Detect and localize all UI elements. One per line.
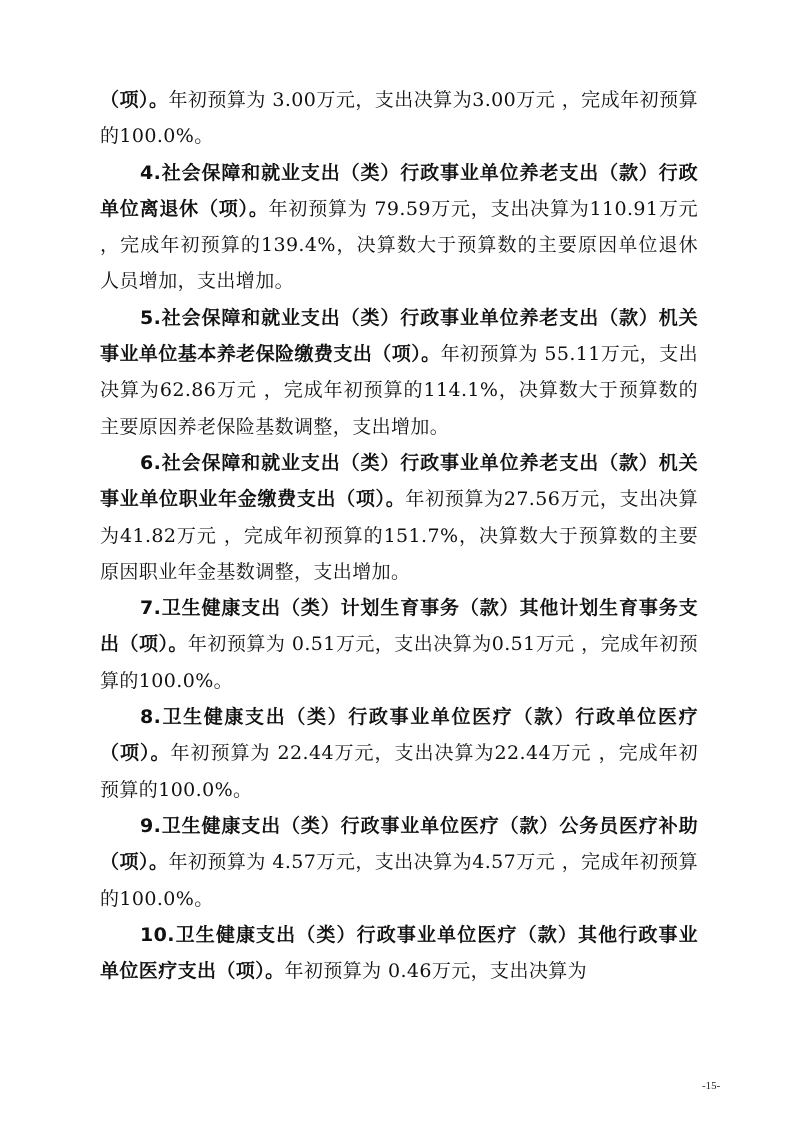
paragraph-text: 年初预算为 4.57万元，支出决算为4.57万元 ，完成年初预算的100.0%。 — [100, 851, 698, 910]
paragraph-text: 年初预算为 79.59万元，支出决算为110.91万元 ，完成年初预算的139.4%，决算数大于预算数的主要原因单位退休人员增加，支出增加。 — [100, 197, 698, 293]
paragraph-heading: 6.社会保障和就业支出（类）行政事业单位养老支出（款）机关事业单位职业年金缴费支出（项）。 — [100, 451, 698, 511]
paragraph-text: 年初预算为 55.11万元，支出决算为62.86万元 ，完成年初预算的114.1%，决算数大于预算数的主要原因养老保险基数调整，支出增加。 — [100, 343, 698, 438]
paragraph-heading: （项）。 — [100, 89, 169, 111]
paragraph-heading: 7.卫生健康支出（类）计划生育事务（款）其他计划生育事务支出（项）。 — [100, 597, 698, 656]
paragraph-text: 年初预算为27.56万元，支出决算为41.82万元 ，完成年初预算的151.7%，决算数大于预算数的主要原因职业年金基数调整，支出增加。 — [100, 488, 698, 583]
paragraph-text: 年初预算为 22.44万元，支出决算为22.44万元 ，完成年初预算的100.0%。 — [100, 742, 698, 801]
paragraph-heading: 8.卫生健康支出（类）行政事业单位医疗（款）行政单位医疗（项）。 — [100, 706, 698, 765]
paragraph-item-10 — [100, 917, 698, 990]
paragraph-item-9 — [100, 808, 698, 917]
paragraph-item-5 — [100, 300, 698, 445]
paragraph-item-6 — [100, 445, 698, 590]
paragraph-heading: 5.社会保障和就业支出（类）行政事业单位养老支出（款）机关事业单位基本养老保险缴费支出（项）。 — [100, 306, 698, 366]
paragraph-item-7 — [100, 590, 698, 699]
page-number: -15- — [702, 1080, 721, 1092]
paragraph-heading: 4.社会保障和就业支出（类）行政事业单位养老支出（款）行政单位离退休（项）。 — [100, 161, 698, 220]
paragraph-heading: 9.卫生健康支出（类）行政事业单位医疗（款）公务员医疗补助（项）。 — [100, 814, 698, 874]
document-body — [100, 82, 698, 989]
paragraph-item-8 — [100, 699, 698, 808]
paragraph-text: 年初预算为 0.46万元，支出决算为 — [284, 960, 588, 983]
paragraph-text: 年初预算为 0.51万元，支出决算为0.51万元 ，完成年初预算的100.0%。 — [100, 633, 698, 692]
paragraph-heading: 10.卫生健康支出（类）行政事业单位医疗（款）其他行政事业单位医疗支出（项）。 — [100, 923, 698, 983]
paragraph-text: 年初预算为 3.00万元，支出决算为3.00万元 ，完成年初预算的100.0%。 — [100, 89, 698, 148]
paragraph-item-4 — [100, 155, 698, 300]
paragraph-continuation — [100, 82, 698, 155]
